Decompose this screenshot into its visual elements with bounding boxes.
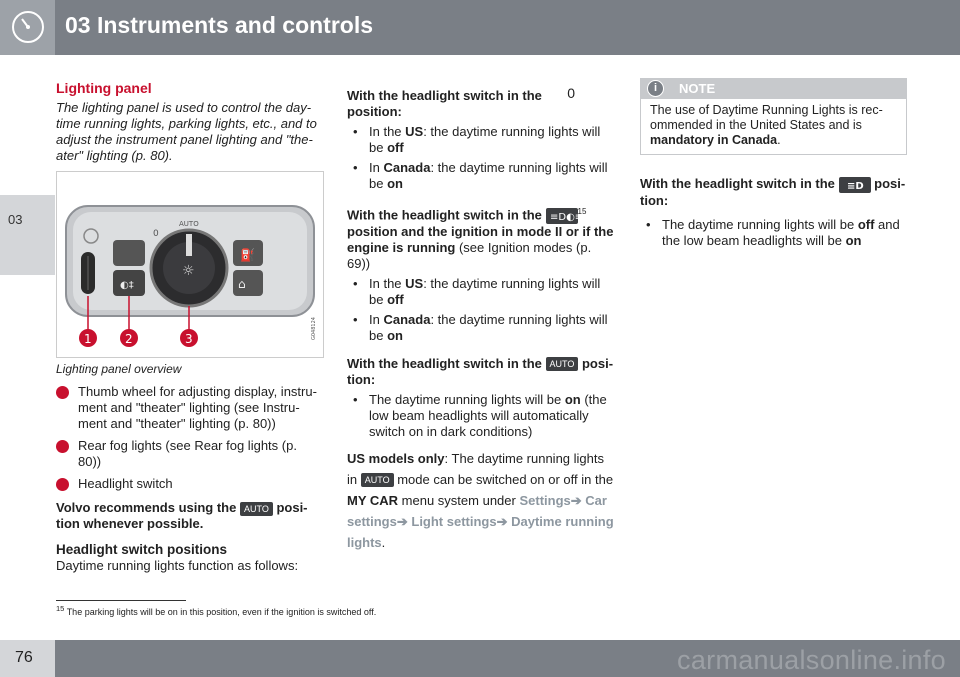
footnote: $^{15}$ The parking lights will be on in this position, even if the ignition is switched off. (56, 604, 377, 617)
menu-path-settings: Settings (519, 492, 571, 508)
positions-text: Daytime running lights function as follows: (56, 558, 299, 573)
section-intro: The lighting panel is used to control the day-time running lights, parking lights, etc., and to adjust the instrument panel lighting and "the-ater" lighting (p. 80). (56, 100, 317, 163)
svg-text:◐‡: ◐‡ (120, 280, 134, 291)
list-item: • In the US: the daytime running lights will be off (347, 276, 615, 308)
heading-auto: With the headlight switch in the AUTO posi-tion: (347, 355, 614, 387)
arrow-right-icon: ➔ (570, 492, 582, 508)
note-text: The use of Daytime Running Lights is rec-ommended in the United States and is mandatory in Canada. (650, 103, 883, 147)
menu-path-daytime-running-lights: Daytime running lights (347, 513, 614, 550)
note-box (640, 78, 907, 155)
svg-text:⛽: ⛽ (240, 248, 255, 262)
chapter-tab-label: 03 (8, 212, 23, 227)
svg-text:≡D◐≡: ≡D◐≡ (549, 211, 583, 223)
section-title: Lighting panel (56, 80, 152, 96)
chapter-tab (0, 195, 55, 275)
callout-2-label: 2 (125, 332, 133, 346)
heading-zero: With the headlight switch in the 0 position: (347, 85, 575, 119)
watermark: carmanualsonline.info (677, 645, 946, 675)
parking-light-icon (546, 208, 583, 224)
list-item: Headlight switch (56, 476, 322, 492)
list-item: • In the US: the daytime running lights will be off (347, 124, 615, 156)
figure-code: G048124 (311, 317, 317, 340)
number-badge-2 (56, 440, 69, 453)
number-badge-1 (56, 386, 69, 399)
note-title: NOTE (679, 81, 716, 96)
zero-symbol: 0 (567, 85, 575, 101)
list-item: Thumb wheel for adjusting display, instru-ment and "theater" lighting (see Instru-ment and "theater" lighting (p. 80)) (56, 384, 322, 432)
column-2 (347, 85, 615, 553)
svg-text:≡D: ≡D (846, 180, 864, 192)
list-item: • The daytime running lights will be on (the low beam headlights will automatically switch on in dark conditions) (347, 392, 615, 440)
lighting-panel-figure (56, 171, 324, 358)
svg-text:☼: ☼ (182, 263, 195, 279)
list-item: • In Canada: the daytime running lights will be on (347, 160, 615, 192)
page-number-box (0, 640, 55, 677)
chapter-title: 03 Instruments and controls (65, 12, 374, 38)
column-1 (56, 80, 322, 164)
auto-symbol: AUTO (546, 357, 579, 371)
dial-auto-label: AUTO (179, 220, 199, 228)
auto-symbol: AUTO (240, 502, 273, 516)
column-1-lower (56, 361, 322, 574)
list-item: • The daytime running lights will be off and the low beam headlights will be on (640, 217, 908, 249)
menu-path-light-settings: Light settings (411, 513, 497, 529)
header-icon-box (0, 0, 55, 55)
number-badge-3 (56, 478, 69, 491)
page-number: 76 (15, 649, 33, 666)
list-item: Rear fog lights (see Rear fog lights (p. 80)) (56, 438, 322, 470)
arrow-right-icon: ➔ (496, 513, 508, 529)
menu-path-car-settings: Car settings (347, 492, 607, 529)
heading-lowbeam: With the headlight switch in the ≡D posi-tion: (640, 176, 906, 208)
svg-text:⌂: ⌂ (238, 277, 246, 291)
callout-3-label: 3 (185, 332, 193, 346)
callout-1-label: 1 (84, 332, 92, 346)
recommendation: Volvo recommends using the AUTO posi-tion whenever possible. (56, 500, 308, 531)
positions-heading: Headlight switch positions (56, 542, 228, 557)
column-3 (640, 176, 908, 253)
low-beam-icon (839, 177, 871, 193)
arrow-right-icon: ➔ (396, 513, 408, 529)
footnote-rule (56, 600, 186, 601)
note-header (641, 79, 906, 99)
speedometer-icon (11, 10, 45, 44)
figure-caption: Lighting panel overview (56, 362, 182, 376)
list-item: • In Canada: the daytime running lights will be on (347, 312, 615, 344)
heading-parking: With the headlight switch in the ≡D◐≡ $^{15}$ position and the ignition in mode II or if the engine is running (see Ignition modes (p. 69)) (347, 207, 614, 271)
us-models-paragraph: US models only: The daytime running lights in AUTO mode can be switched on or off in the MY CAR menu system under Settings➔ Car settings➔ Light settings➔ Daytime running lights. (347, 450, 614, 550)
dial-zero-label: 0 (153, 229, 159, 239)
info-icon: i (647, 80, 664, 97)
auto-symbol: AUTO (361, 473, 394, 487)
